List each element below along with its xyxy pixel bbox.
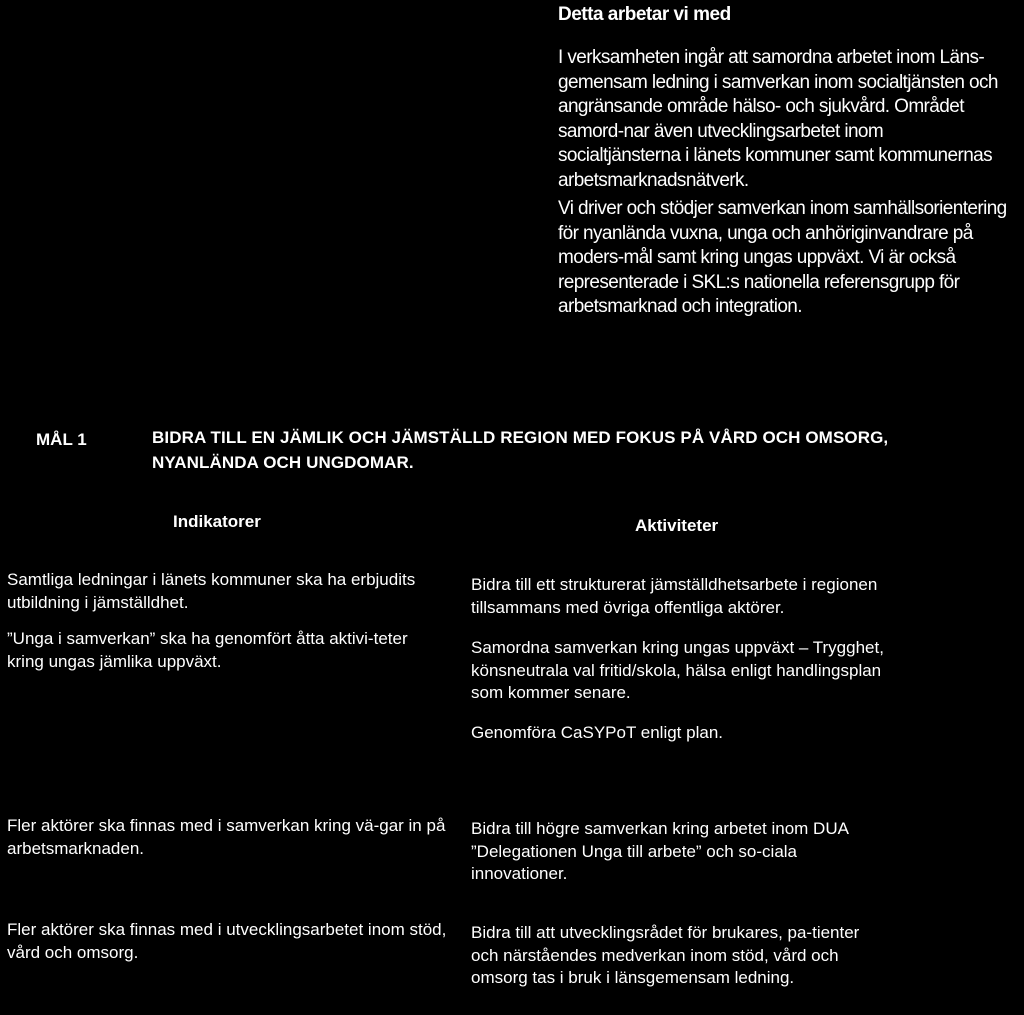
activity-cell bbox=[471, 818, 891, 886]
intro-heading: Detta arbetar vi med bbox=[558, 4, 731, 25]
activity-text: Samordna samverkan kring ungas uppväxt – Trygghet, könsneutrala val fritid/skola, hälsa enligt handlingsplan som kommer senare. bbox=[471, 638, 884, 702]
indicators-heading: Indikatorer bbox=[173, 512, 261, 531]
activity-text: Bidra till att utvecklingsrådet för brukares, pa-tienter och närståendes medverkan inom stöd, vård och omsorg tas i bruk i länsgemensam ledning. bbox=[471, 923, 860, 987]
goal-text: BIDRA TILL EN JÄMLIK OCH JÄMSTÄLLD REGION MED FOKUS PÅ VÅRD OCH OMSORG, NYANLÄNDA OCH UNGDOMAR. bbox=[152, 428, 889, 472]
goal-label: MÅL 1 bbox=[36, 430, 87, 449]
indicator-text: Samtliga ledningar i länets kommuner ska ha erbjudits utbildning i jämställdhet. bbox=[7, 570, 416, 612]
activity-cell bbox=[471, 922, 891, 990]
activity-text: Genomföra CaSYPoT enligt plan. bbox=[471, 722, 723, 742]
indicator-text: ”Unga i samverkan” ska ha genomfört åtta aktivi-teter kring ungas jämlika uppväxt. bbox=[7, 629, 408, 671]
indicator-cell bbox=[7, 919, 447, 964]
activity-cell bbox=[471, 574, 891, 744]
indicator-cell bbox=[7, 569, 447, 673]
activities-heading: Aktiviteter bbox=[635, 516, 719, 535]
indicator-cell bbox=[7, 815, 447, 860]
intro-paragraph: I verksamheten ingår att samordna arbetet inom Läns-gemensam ledning i samverkan inom socialtjänsten och angränsande område hälso- och sjukvård. Området samord-nar även utvecklingsarbetet inom socialtjänsterna i länets kommuner samt kommunernas arbetsmarknadsnätverk. bbox=[558, 47, 998, 191]
intro-paragraph: Vi driver och stödjer samverkan inom samhällsorientering för nyanlända vuxna, unga och anhöriginvandrare på moders-mål samt kring ungas uppväxt. Vi är också representerade i SKL:s nationella referensgrupp för arbetsmarknad och integration. bbox=[558, 198, 1007, 317]
indicator-text: Fler aktörer ska finnas med i samverkan kring vä-gar in på arbetsmarknaden. bbox=[7, 816, 446, 858]
activity-text: Bidra till högre samverkan kring arbetet inom DUA ”Delegationen Unga till arbete” och so-ciala innovationer. bbox=[471, 819, 848, 883]
activity-text: Bidra till ett strukturerat jämställdhetsarbete i regionen tillsammans med övriga offentliga aktörer. bbox=[471, 575, 878, 617]
indicator-text: Fler aktörer ska finnas med i utvecklingsarbetet inom stöd, vård och omsorg. bbox=[7, 920, 447, 962]
